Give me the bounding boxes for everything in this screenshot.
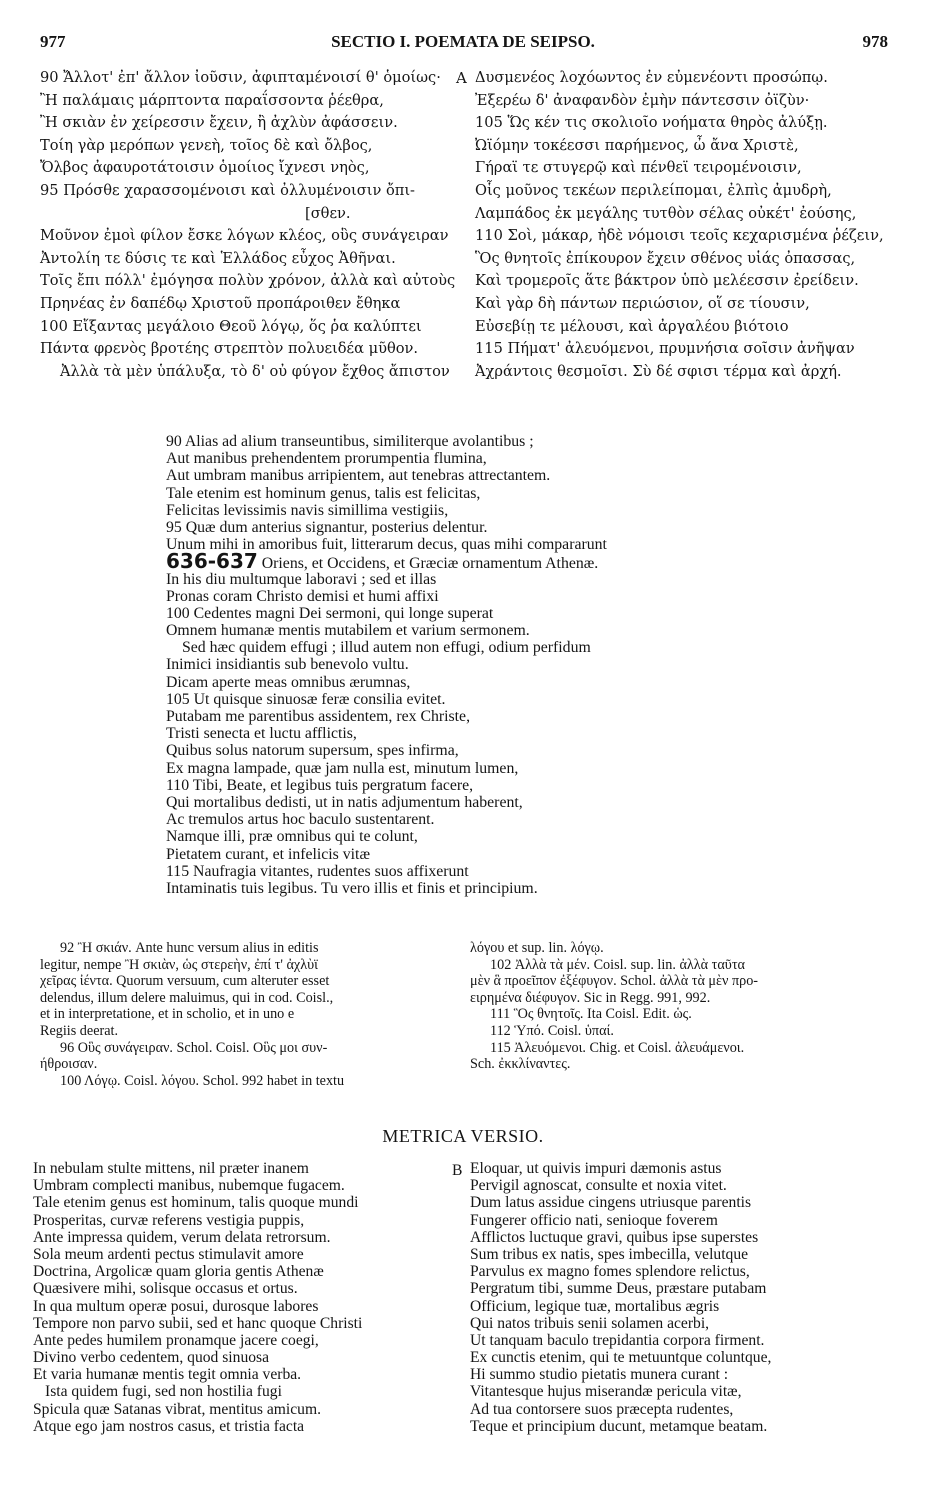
verse-line: Tempore non parvo subii, sed et hanc quoque Christi	[33, 1314, 363, 1332]
verse-line: Ad tua contorsere suos præcepta rudentes,	[470, 1400, 734, 1418]
greek-line: 105 Ὥς κέν τις σκολιοῖο νοήματα θηρὸς ἀλύξῃ.	[475, 114, 828, 132]
greek-line: Ἀχράντοις θεσμοῖσι. Σὺ δέ σφισι τέρμα καὶ ἀρχή.	[475, 362, 842, 380]
verse-line: Qui natos tribuis senii solamen acerbi,	[470, 1314, 710, 1332]
greek-line: Πρηνέας ἐν δαπέδῳ Χριστοῦ προπάροιθεν ἔθηκα	[40, 294, 401, 312]
greek-line: Τοίη γὰρ μερόπων γενεὴ, τοῖος δὲ καὶ ὄλβος,	[40, 136, 373, 154]
verse-line: Tale etenim genus est hominum, talis quoque mundi	[33, 1194, 359, 1212]
greek-line: Οἷς μοῦνος τεκέων περιλείπομαι, ἐλπὶς ἀμυδρὴ,	[475, 181, 832, 199]
latin-line: Tale etenim est hominum genus, talis est felicitas,	[166, 484, 481, 502]
verse-line: Sum tribus ex natis, spes imbecilla, velutque	[470, 1245, 749, 1263]
section-title: METRICA VERSIO.	[382, 1126, 544, 1146]
greek-left-column	[40, 67, 460, 383]
latin-translation	[166, 433, 786, 897]
latin-line: 100 Cedentes magni Dei sermoni, qui longe superat	[166, 604, 494, 622]
latin-line: Dicam aperte meas omnibus ærumnas,	[166, 673, 411, 691]
metrica-right-column	[470, 1160, 900, 1435]
verse-line: Fungerer officio nati, senioque foverem	[470, 1211, 718, 1229]
latin-line: Aut manibus prehendentem prorumpentia flumina,	[166, 450, 487, 468]
note-line: 115 Ἀλευόμενοι. Chig. et Coisl. ἀλευάμενοι.	[490, 1039, 745, 1056]
latin-line: 105 Ut quisque sinuosæ feræ consilia evitet.	[166, 690, 446, 708]
verse-line: Ante impressa quidem, verum delata retrorsum.	[33, 1228, 331, 1246]
latin-line: 95 Quæ dum anterius signantur, posterius delentur.	[166, 518, 488, 536]
verse-line: Pervigil agnoscat, consulte et noxia vitet.	[470, 1177, 727, 1195]
verse-line: Afflictos luctuque gravi, quibus ipse superstes	[470, 1228, 759, 1246]
verse-line: Pergratum tibi, summe Deus, præstare putabam	[470, 1280, 767, 1298]
verse-line: Vitantesque hujus miserandæ pericula vitæ,	[470, 1383, 742, 1401]
verse-line: Umbram complecti manibus, nubemque fugacem.	[33, 1177, 345, 1195]
note-line: et in interpretatione, et in scholio, et in uno e	[40, 1006, 295, 1023]
greek-line: Τοῖς ἔπι πόλλ' ἐμόγησα πολὺν χρόνον, ἀλλὰ καὶ αὐτοὺς	[40, 272, 456, 290]
verse-line: Sola meum ardenti pectus stimulavit amore	[33, 1245, 304, 1263]
note-line: 102 Ἀλλὰ τὰ μέν. Coisl. sup. lin. ἀλλὰ ταῦτα	[490, 956, 745, 973]
greek-line: Πάντα φρενὸς βροτέης στρεπτὸν πολυειδέα μῦθον.	[40, 340, 419, 358]
greek-line: Καὶ τρομεροῖς ἅτε βάκτρον ὑπὸ μελέεσσιν ἐρείδειν.	[475, 272, 859, 290]
notes-left-column	[40, 940, 460, 1089]
verse-line: Prosperitas, curvæ referens vestigia puppis,	[33, 1211, 305, 1229]
verse-line: In qua multum operæ posui, durosque labores	[33, 1297, 319, 1315]
verse-line: Eloquar, ut quivis impuri dæmonis astus	[470, 1160, 722, 1177]
verse-line: Spicula quæ Satanas vibrat, mentitus amicum.	[33, 1400, 322, 1418]
latin-line: Putabam me parentibus assidentem, rex Christe,	[166, 708, 471, 725]
greek-line: Ἢ σκιὰν ἐν χείρεσσιν ἔχειν, ἢ ἀχλὺν ἀφάσσειν.	[40, 114, 398, 132]
latin-line: 115 Naufragia vitantes, rudentes suos affixerunt	[166, 862, 469, 880]
verse-line: Ex cunctis etenim, qui te metuuntque coluntque,	[470, 1349, 772, 1367]
latin-line: Tristi senecta et luctu afflictis,	[166, 725, 357, 743]
latin-line: Ex magna lampade, quæ jam nulla est, minutum lumen,	[166, 759, 519, 777]
latin-line: 90 Alias ad alium transeuntibus, similiterque avolantibus ;	[166, 433, 534, 450]
verse-line: Teque et principium ducunt, metamque beatam.	[470, 1417, 768, 1435]
greek-line: 110 Σοὶ, μάκαρ, ἠδὲ νόμοισι τεοῖς κεχαρισμένα ῥέζειν,	[475, 227, 884, 245]
note-line: λόγου et sup. lin. λόγῳ.	[470, 940, 604, 956]
metrica-left-column	[33, 1160, 453, 1435]
greek-line: Ὃς θνητοῖς ἐπίκουρον ἔχειν σθένος υἱάς ὀπασσας,	[475, 249, 856, 267]
verse-line: Quæsivere mihi, solisque occasus et ortus.	[33, 1280, 298, 1298]
greek-line: Ἐξερέω δ' ἀναφανδὸν ἐμὴν πάντεσσιν ὀϊζὺν·	[475, 91, 810, 109]
column-marker-b: B	[452, 1162, 463, 1179]
verse-line: Et varia humanæ mentis tegit omnia verba.	[33, 1366, 302, 1384]
greek-line: Μοῦνον ἐμοὶ φίλον ἔσκε λόγων κλέος, οὓς συνάγειραν	[40, 227, 449, 245]
verse-line: Doctrina, Argolicæ quam gloria gentis Athenæ	[33, 1263, 324, 1281]
note-line: 111 Ὃς θνητοῖς. Ita Coisl. Edit. ὡς.	[490, 1006, 692, 1023]
latin-line: Felicitas levissimis navis simillima vestigiis,	[166, 501, 449, 519]
note-line: ειρημένα διέφυγον. Sic in Regg. 991, 992.	[470, 989, 711, 1006]
note-line: delendus, illum delere maluimus, qui in cod. Coisl.,	[40, 989, 334, 1006]
greek-line: Ὠϊόμην τοκέεσσι παρήμενος, ὦ ἄνα Χριστὲ,	[475, 136, 799, 154]
verse-line: Atque ego jam nostros casus, et tristia facta	[33, 1417, 305, 1435]
greek-line: Ἢ παλάμαις μάρπτοντα παραΐσσοντα ῥέεθρα,	[40, 91, 384, 109]
verse-line: Ante pedes humilem pronamque jacere coegi,	[33, 1331, 319, 1349]
note-line: 96 Οὓς συνάγειραν. Schol. Coisl. Οὓς μοι συν-	[60, 1039, 328, 1056]
verse-line: Ista quidem fugi, sed non hostilia fugi	[45, 1383, 282, 1401]
verse-line: Dum latus assidue cingens utriusque parentis	[470, 1194, 752, 1212]
verse-line: Ut tanquam baculo trepidantia corpora firment.	[470, 1331, 765, 1349]
column-marker-a: A	[456, 69, 467, 87]
latin-line: Unum mihi in amoribus fuit, litterarum decus, quas mihi compararunt	[166, 536, 607, 554]
latin-line: Aut umbram manibus arripientem, aut tenebras attrectantem.	[166, 467, 551, 485]
note-line: ήθροισαν.	[40, 1056, 98, 1073]
greek-line: 90 Ἄλλοτ' ἐπ' ἄλλον ἰοῦσιν, ἀφιπταμένοισί θ' ὁμοίως·	[40, 69, 441, 86]
latin-line: 110 Tibi, Beate, et legibus tuis pergratum facere,	[166, 776, 474, 794]
note-line: 100 Λόγῳ. Coisl. λόγου. Schol. 992 habet in textu	[60, 1072, 345, 1089]
latin-line: Qui mortalibus dedisti, ut in natis adjumentum haberent,	[166, 793, 523, 811]
latin-line: Inimici insidiantis sub benevolo vultu.	[166, 656, 409, 674]
note-line: 112 Ὑπό. Coisl. ὑπαί.	[490, 1022, 614, 1039]
page-number-left: 977	[40, 32, 66, 51]
page-number-right: 978	[862, 32, 888, 51]
greek-line: 100 Εἴξαντας μεγάλοιο Θεοῦ λόγῳ, ὅς ῥα καλύπτει	[40, 317, 422, 335]
greek-right-column	[475, 67, 905, 383]
greek-line: Ὄλβος ἀφαυροτάτοισιν ὁμοίιος ἴχνεσι νηὸς,	[40, 159, 370, 177]
note-line: 92 Ἢ σκιάν. Ante hunc versum alius in editis	[60, 940, 319, 956]
notes-right-column	[470, 940, 900, 1073]
greek-line: Γήραϊ τε στυγερῷ καὶ πένθεϊ τειρομένοισιν,	[475, 159, 802, 177]
latin-line: Omnem humanæ mentis mutabilem et varium sermonem.	[166, 622, 530, 640]
verse-line: In nebulam stulte mittens, nil præter inanem	[33, 1160, 309, 1177]
greek-line: Εὐσεβίῃ τε μέλουσι, καὶ ἀργαλέου βιότοιο	[475, 317, 789, 335]
latin-line: Pietatem curant, et infelicis vitæ	[166, 845, 370, 863]
latin-line: Intaminatis tuis legibus. Tu vero illis et finis et principium.	[166, 879, 538, 897]
latin-line: Pronas coram Christo demisi et humi affixi	[166, 587, 439, 605]
greek-line: Ἀλλὰ τὰ μὲν ὑπάλυξα, τὸ δ' οὐ φύγον ἔχθος ἄπιστον	[60, 362, 450, 380]
latin-line: Namque illi, præ omnibus qui te colunt,	[166, 828, 418, 846]
column-number-marker: 636-637	[166, 549, 258, 574]
note-line: μὲν ἃ προεῖπον ἐξέφυγον. Schol. ἀλλὰ τὰ μὲν προ-	[470, 973, 759, 990]
greek-line: Λαμπάδος ἐκ μεγάλης τυτθὸν σέλας οὐκέτ' ἐούσης,	[475, 204, 857, 222]
greek-line: Ἀντολίη τε δύσις τε καὶ Ἑλλάδος εὖχος Ἀθῆναι.	[40, 249, 396, 267]
greek-line: 95 Πρόσθε χαρασσομένοισι καὶ ὀλλυμένοισιν ὄπι-	[40, 181, 415, 199]
latin-line: Quibus solus natorum supersum, spes infirma,	[166, 742, 459, 760]
verse-line: Officium, legique tuæ, mortalibus ægris	[470, 1297, 720, 1315]
note-line: Regiis deerat.	[40, 1022, 119, 1039]
note-line: Sch. ἐκκλίναντες.	[470, 1056, 571, 1073]
greek-line: Καὶ γὰρ δὴ πάντων περιώσιον, οἵ σε τίουσιν,	[475, 294, 810, 312]
greek-line: 115 Πήματ' ἀλευόμενοι, πρυμνήσια σοῖσιν ἀνῆψαν	[475, 340, 855, 358]
verse-line: Divino verbo cedentem, quod sinuosa	[33, 1349, 270, 1367]
running-title: SECTIO I. POEMATA DE SEIPSO.	[331, 32, 595, 51]
latin-line: Ac tremulos artus hoc baculo sustentarent.	[166, 811, 435, 829]
verse-line: Parvulus ex magno fomes splendore relictus,	[470, 1263, 750, 1281]
latin-line: Sed hæc quidem effugi ; illud autem non effugi, odium perfidum	[182, 639, 591, 657]
greek-line-continuation: [σθεν.	[305, 204, 351, 222]
latin-line: In his diu multumque laboravi ; sed et illas	[166, 570, 437, 588]
verse-line: Hi summo studio pietatis munera curant :	[470, 1366, 729, 1384]
note-line: legitur, nempe Ἢ σκιὰν, ὡς στερεὴν, ἐπί τ' ἀχλὺϊ	[40, 956, 318, 973]
greek-line: Δυσμενέος λοχόωντος ἐν εὐμενέοντι προσώπῳ.	[475, 69, 828, 86]
note-line: χεῖρας ἰέντα. Quorum versuum, cum alteruter esset	[40, 973, 330, 990]
latin-line	[166, 549, 786, 574]
latin-line-text: Oriens, et Occidens, et Græciæ ornamentum Athenæ.	[261, 555, 599, 573]
